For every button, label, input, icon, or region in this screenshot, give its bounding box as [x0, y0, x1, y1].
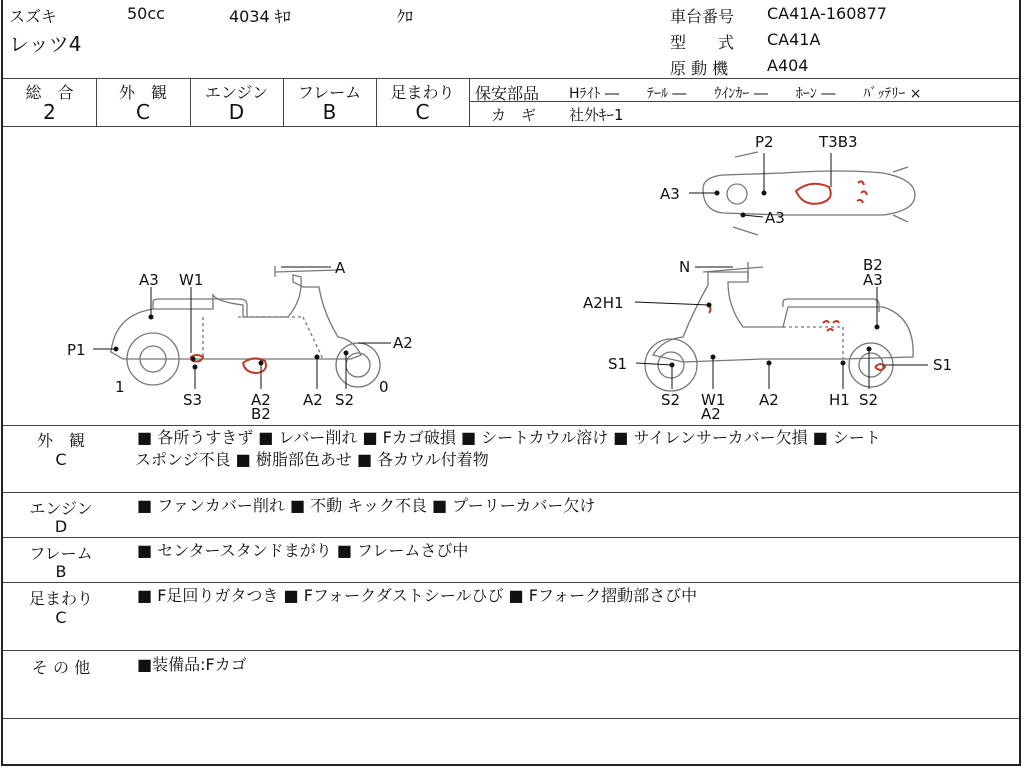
- section-frame-grade: B: [55, 562, 67, 581]
- label-a2h1: A2H1: [583, 294, 624, 312]
- engine-value: A404: [767, 56, 809, 75]
- label-n: N: [679, 258, 691, 276]
- section-engine-label: エンジン: [29, 499, 93, 518]
- grade-frame: B: [322, 100, 337, 124]
- label-a2: A2: [251, 391, 271, 409]
- section-exterior-label: 外 観: [36, 431, 85, 450]
- grade-header-exterior: 外 観: [118, 83, 167, 102]
- section-frame-text: ■ センタースタンドまがり ■ フレームさび中: [137, 541, 469, 560]
- type-value: CA41A: [767, 30, 821, 49]
- section-suspension-grade: C: [55, 608, 67, 627]
- label-a3: A3: [660, 185, 680, 203]
- chassis-value: CA41A-160877: [767, 4, 887, 23]
- safety-label: 保安部品: [475, 84, 540, 103]
- label-a3: A3: [765, 209, 785, 227]
- label-s2: S2: [335, 391, 355, 409]
- label-a2: A2: [393, 334, 413, 352]
- leader-lines: [93, 153, 928, 389]
- grade-header-suspension: 足まわり: [390, 83, 455, 102]
- label-s2: S2: [661, 391, 681, 409]
- grade-header-engine: エンジン: [204, 83, 269, 102]
- label-a2: A2: [759, 391, 779, 409]
- grade-suspension: C: [415, 100, 430, 124]
- label-p1: P1: [67, 341, 86, 359]
- label-a: A: [335, 259, 346, 277]
- inspection-sheet: [1, 0, 1021, 766]
- label-b2: B2: [863, 256, 883, 274]
- label-p2: P2: [755, 133, 774, 151]
- label-b2: B2: [251, 405, 271, 423]
- section-suspension-text: ■ F足回りガタつき ■ Fフォークダストシールひび ■ Fフォーク摺動部さび中: [137, 586, 698, 605]
- maker: スズキ: [9, 7, 58, 26]
- grade-engine: D: [228, 100, 245, 124]
- divider: [3, 582, 1019, 583]
- section-exterior-text2: スポンジ不良 ■ 樹脂部色あせ ■ 各カウル付着物: [135, 450, 489, 469]
- grade-total: 2: [43, 100, 56, 124]
- label-h1: H1: [829, 391, 850, 409]
- label-a3: A3: [139, 271, 159, 289]
- mileage: 4034 ｷﾛ: [229, 7, 291, 26]
- section-engine-grade: D: [54, 517, 68, 536]
- engine-label: 原 動 機: [670, 59, 729, 78]
- section-engine-text: ■ ファンカバー削れ ■ 不動 キック不良 ■ プーリーカバー欠け: [137, 496, 596, 515]
- divider: [3, 425, 1019, 426]
- label-w1: W1: [701, 391, 726, 409]
- label-s1: S1: [608, 355, 628, 373]
- diagram-labels: [67, 133, 952, 423]
- chassis-label: 車台番号: [670, 7, 735, 26]
- label-w1: W1: [179, 271, 204, 289]
- label-a2: A2: [303, 391, 323, 409]
- label-0: 0: [379, 378, 389, 396]
- section-exterior-grade: C: [55, 450, 67, 469]
- grade-header-frame: フレーム: [297, 83, 362, 102]
- top-scooter-drawing: [703, 152, 915, 235]
- divider: [3, 650, 1019, 651]
- displacement: 50cc: [127, 4, 165, 23]
- scooter-damage-diagram: [3, 127, 1023, 425]
- section-frame-label: フレーム: [29, 544, 93, 563]
- divider: [3, 718, 1019, 719]
- label-a2: A2: [701, 405, 721, 423]
- color: ｸﾛ: [397, 7, 414, 26]
- model-name: レッツ4: [9, 32, 82, 56]
- divider: [469, 78, 470, 126]
- label-s2: S2: [859, 391, 879, 409]
- label-t3b3: T3B3: [819, 133, 858, 151]
- divider: [3, 78, 1019, 79]
- section-exterior-text: ■ 各所うすきず ■ レバー削れ ■ Fカゴ破損 ■ シートカウル溶け ■ サイレンサーカバー欠損 ■ シート: [137, 428, 881, 447]
- label-s1: S1: [933, 356, 953, 374]
- grade-exterior: C: [136, 100, 150, 124]
- grade-header-total: 総 合: [25, 83, 74, 102]
- section-other-text: ■装備品:Fカゴ: [137, 655, 247, 674]
- key-value: 社外ｷｰ1: [569, 106, 624, 124]
- safety-items: Hﾗｲﾄ ― ﾃｰﾙ ― ｳｲﾝｶｰ ― ﾎｰﾝ ― ﾊﾞｯﾃﾘｰ ×: [569, 86, 922, 102]
- section-other-label: そ の 他: [31, 658, 91, 677]
- key-label: カ ギ: [491, 106, 537, 124]
- label-s3: S3: [183, 391, 203, 409]
- type-label: 型 式: [670, 33, 735, 52]
- label-a3: A3: [863, 271, 883, 289]
- label-1: 1: [115, 378, 125, 396]
- divider: [3, 492, 1019, 493]
- divider: [3, 537, 1019, 538]
- section-suspension-label: 足まわり: [28, 589, 93, 608]
